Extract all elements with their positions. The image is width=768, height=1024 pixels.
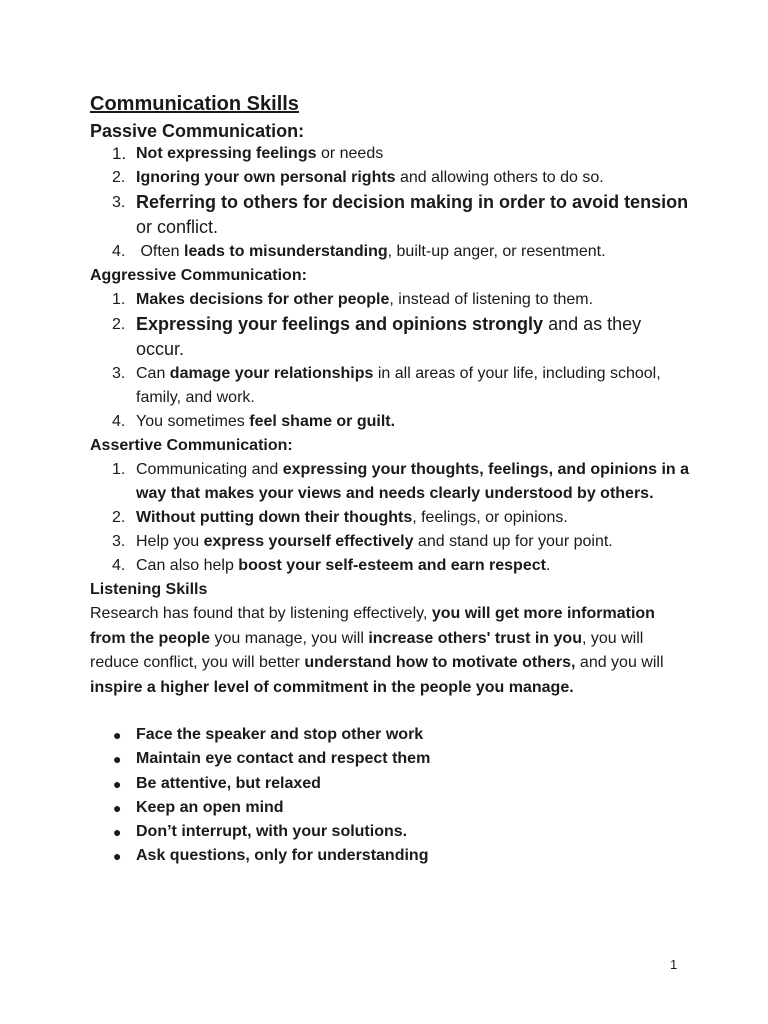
item-text: , feelings, or opinions. xyxy=(412,509,568,526)
item-text: , built-up anger, or resentment. xyxy=(387,243,606,260)
listening-heading: Listening Skills xyxy=(90,581,208,598)
bullet-icon: ● xyxy=(113,727,122,743)
item-number: 3. xyxy=(112,194,126,211)
assertive-list xyxy=(90,458,690,578)
list-item xyxy=(90,554,690,578)
item-number: 1. xyxy=(112,461,126,478)
item-text: You sometimes xyxy=(136,413,250,430)
bullet-text: Keep an open mind xyxy=(136,798,284,816)
item-bold-text: express yourself effectively xyxy=(203,533,414,550)
list-item xyxy=(90,142,690,166)
item-bold-text: boost your self-esteem and earn respect xyxy=(238,557,546,574)
bullet-icon: ● xyxy=(113,799,122,816)
item-number: 2. xyxy=(112,316,126,333)
para-text: Research has found that by listening effectively, xyxy=(90,605,432,622)
bullet-icon: ● xyxy=(113,848,122,865)
item-number: 3. xyxy=(112,365,126,382)
list-item xyxy=(90,240,690,264)
item-text: , instead of listening to them. xyxy=(389,291,594,308)
list-item xyxy=(90,190,690,240)
bullet-text: Face the speaker and stop other work xyxy=(136,726,424,743)
item-text: or conflict. xyxy=(136,217,219,237)
para-bold-text: increase others' trust in you xyxy=(368,629,582,647)
bullet-item xyxy=(90,747,690,771)
item-number: 4. xyxy=(112,243,126,260)
item-text: and stand up for your point. xyxy=(413,533,613,550)
bullet-item xyxy=(90,772,690,796)
item-bold-text: damage your relationships xyxy=(169,365,374,382)
list-item xyxy=(90,506,690,530)
assertive-heading: Assertive Communication: xyxy=(90,437,293,454)
item-number: 3. xyxy=(112,533,126,550)
bullet-icon: ● xyxy=(113,751,122,768)
list-item xyxy=(90,530,690,554)
bullet-text: Don’t interrupt, with your solutions. xyxy=(136,823,408,841)
item-number: 4. xyxy=(112,557,126,574)
bullet-text: Ask questions, only for understanding xyxy=(136,847,429,865)
item-bold-text: Ignoring your own personal rights xyxy=(136,169,396,186)
para-text: and you will xyxy=(575,654,664,671)
item-number: 4. xyxy=(112,413,126,430)
list-item xyxy=(90,288,690,312)
passive-list xyxy=(90,142,690,264)
item-text: Help you xyxy=(136,533,204,550)
item-text: Communicating and xyxy=(136,461,283,478)
item-text: or needs xyxy=(316,145,384,162)
para-bold-text: understand how to motivate others, xyxy=(304,654,576,671)
listening-paragraph xyxy=(90,602,690,700)
item-bold-text: Referring to others for decision making in order to avoid tension xyxy=(136,192,689,212)
bullet-item xyxy=(90,844,690,868)
page-title: Communication Skills xyxy=(90,93,299,115)
item-number: 1. xyxy=(112,144,127,163)
item-bold-text: feel shame or guilt. xyxy=(249,413,396,430)
item-bold-text: Without putting down their thoughts xyxy=(136,509,413,526)
listening-bullets xyxy=(90,723,690,869)
para-bold-text: inspire a higher level of commitment in the people you manage. xyxy=(90,678,574,696)
item-number: 2. xyxy=(112,509,126,526)
list-item xyxy=(90,410,690,434)
bullet-text: Be attentive, but relaxed xyxy=(136,774,321,792)
item-bold-text: Makes decisions for other people xyxy=(136,291,390,308)
aggressive-list xyxy=(90,288,690,434)
para-text: , you will reduce conflict, you will better xyxy=(90,629,644,671)
document-page xyxy=(90,92,690,869)
bullet-text: Maintain eye contact and respect them xyxy=(136,750,431,768)
aggressive-heading: Aggressive Communication: xyxy=(90,267,307,284)
item-bold-text: Not expressing feelings xyxy=(136,145,317,162)
item-bold-text: Expressing your feelings and opinions strongly xyxy=(136,314,544,334)
item-bold-text: leads to misunderstanding xyxy=(184,243,388,260)
page-number: 1 xyxy=(670,957,678,972)
bullet-item xyxy=(90,796,690,820)
list-item xyxy=(90,362,690,410)
bullet-item xyxy=(90,723,690,747)
item-text: Often xyxy=(136,243,185,260)
item-text: Can xyxy=(136,365,170,382)
list-item xyxy=(90,312,690,362)
para-text: you manage, you will xyxy=(210,629,369,647)
bullet-item xyxy=(90,820,690,844)
passive-heading: Passive Communication: xyxy=(90,121,305,141)
item-text: and allowing others to do so. xyxy=(395,169,604,186)
item-number: 2. xyxy=(112,169,126,186)
para-bold-text: you will get more information from the people xyxy=(90,605,655,647)
bullet-icon: ● xyxy=(113,775,122,792)
item-text: in all areas of your life, including school, family, and work. xyxy=(136,365,661,406)
list-item xyxy=(90,166,690,190)
item-text: Can also help xyxy=(136,557,239,574)
bullet-icon: ● xyxy=(113,824,122,841)
list-item xyxy=(90,458,690,506)
item-number: 1. xyxy=(112,291,126,308)
item-text: and as they occur. xyxy=(136,314,642,359)
item-bold-text: expressing your thoughts, feelings, and opinions in a way that makes your views and needs clearly understood by others. xyxy=(136,461,690,502)
item-text: . xyxy=(545,557,551,574)
